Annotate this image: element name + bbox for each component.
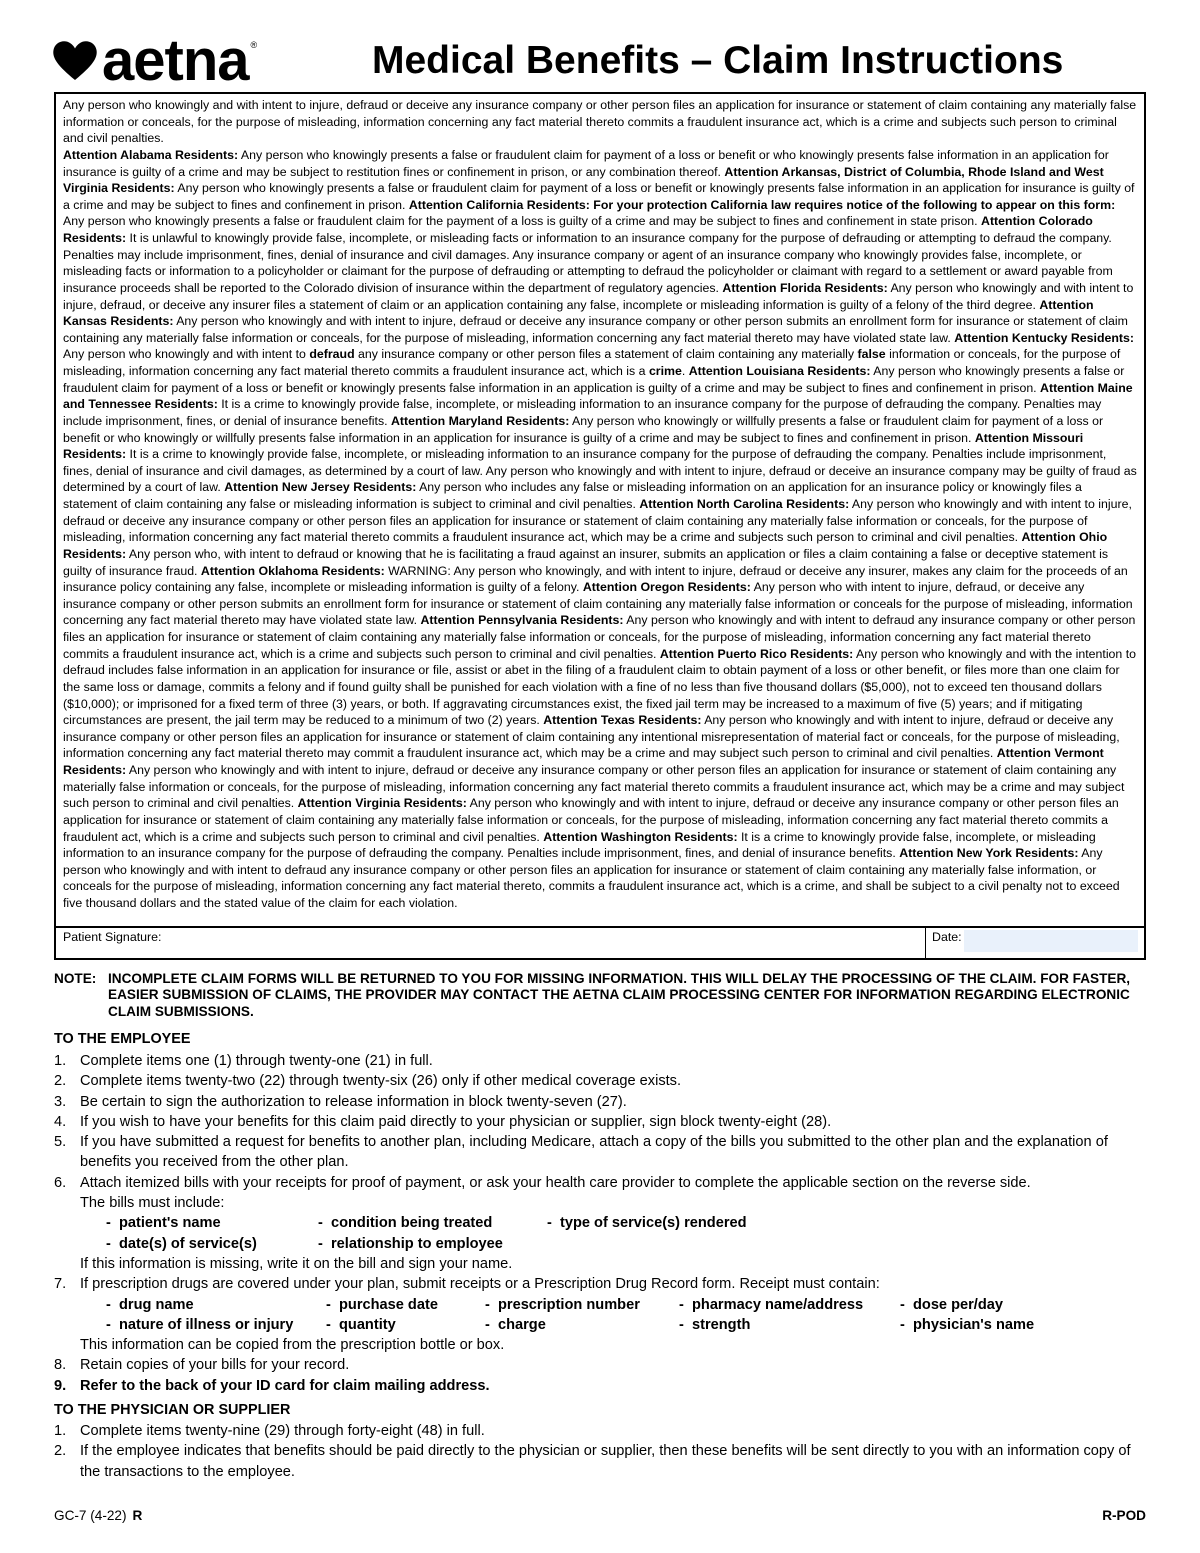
state-attention-label: Attention Louisiana Residents:	[688, 364, 871, 378]
state-attention-label: Attention Oklahoma Residents:	[200, 563, 385, 578]
date-cell	[925, 928, 1144, 958]
list-item: 9. Refer to the back of your ID card for claim mailing address.	[54, 1377, 490, 1394]
notice-text-run: Any person who knowingly and with intent to defraud any insurance company or other person files an application for insurance or statement of claim containing any materially false information or conceals, for the purpose of misleading, information concerning any fact material thereto commits a fraudulent insurance act, which is a crime and subjects such person to criminal and civil penalties.	[63, 613, 1136, 661]
notice-text-run: Any person who knowingly and with intent to	[63, 347, 310, 362]
notice-text-run: It is a crime to knowingly provide false, incomplete, or misleading information to an insurance company for the purpose of defrauding the company. Penalties include imprisonment, fines, denial of insurance and civil damages, as determined by a court of law. Any person who knowingly and with intent to injure, defraud or deceive an insurance company may be guilty of fraud as determined by a court of law.	[63, 447, 1137, 495]
rx-item: - quantity	[326, 1315, 485, 1335]
date-label: Date:	[932, 930, 962, 944]
state-attention-label: Attention Maine and Tennessee Residents:	[63, 380, 1133, 412]
state-attention-label: Attention Washington Residents:	[543, 829, 738, 844]
physician-heading: TO THE PHYSICIAN OR SUPPLIER	[54, 1402, 291, 1418]
rx-after: This information can be copied from the prescription bottle or box.	[80, 1337, 505, 1354]
rx-item: - prescription number	[485, 1295, 679, 1315]
note-block	[54, 971, 1148, 1020]
list-item: 5. If you have submitted a request for benefits to another plan, including Medicare, attach a copy of the bills you submitted to the other plan and the explanation of benefits you received from the other plan.	[54, 1134, 1108, 1171]
state-attention-label: Attention North Carolina Residents:	[639, 497, 850, 511]
form-code-text: GC-7 (4-22)	[54, 1508, 127, 1523]
list-item: 4. If you wish to have your benefits for this claim paid directly to your physician or supplier, sign block twenty-eight (28).	[54, 1113, 832, 1130]
logo-text: aetna	[102, 28, 249, 93]
patient-signature-label: Patient Signature:	[63, 930, 162, 944]
state-attention-label: Attention Colorado Residents:	[63, 214, 1093, 245]
list-item: 2. Complete items twenty-two (22) through twenty-six (26) only if other medical coverage exists.	[54, 1073, 682, 1090]
notice-text-run: Any person who knowingly presents a false or fraudulent claim for payment of a loss or benefit or who knowingly presents false information in an application for insurance is guilty of a crime and may be subject to restitution fines or confinement in prison, or any combination thereof.	[63, 147, 1109, 179]
form-code-suffix: R	[132, 1508, 143, 1523]
rx-item: - purchase date	[326, 1295, 485, 1315]
bill-item: - type of service(s) rendered	[547, 1213, 847, 1233]
notice-text-run: It is unlawful to knowingly provide false, incomplete, or misleading facts or information to an insurance company for the purpose of defrauding or attempting to defraud the company. Penalties may include imprisonment, fines, denial of insurance and civil damages. Any insurance company or agent of an insurance company who knowingly provides false, incomplete, or misleading facts or information to a policyholder or claimant for the purpose of defrauding or attempting to defraud the policyholder or claimant with regard to a settlement or award payable from insurance proceeds shall be reported to the Colorado division of insurance within the department of regulatory agencies.	[63, 231, 1113, 295]
fraud-notice-box	[54, 92, 1146, 960]
list-item: 8. Retain copies of your bills for your record.	[54, 1357, 350, 1374]
bill-item: - condition being treated	[318, 1213, 547, 1233]
rx-item: - physician's name	[900, 1315, 1140, 1335]
registered-mark: ®	[250, 40, 258, 50]
state-attention-label: Attention Missouri Residents:	[63, 430, 1084, 462]
notice-text-run: Any person who knowingly and with intent to injure, defraud or deceive any insurance company or other person files an application for insurance or statement of claim containing any materially false information or conceals, for the purpose of misleading, information concerning any fact material thereto commits a fraudulent insurance act, which may be a crime and subjects such person to criminal and civil penalties.	[63, 497, 1132, 545]
state-attention-label: Attention Arkansas, District of Columbia, Rhode Island and West Virginia Residents:	[63, 164, 1104, 196]
note-text: INCOMPLETE CLAIM FORMS WILL BE RETURNED TO YOU FOR MISSING INFORMATION. THIS WILL DELAY THE PROCESSING OF THE CLAIM. FOR FASTER, EASIER SUBMISSION OF CLAIMS, THE PROVIDER MAY CONTACT THE AETNA CLAIM PROCESSING CENTER FOR INFORMATION REGARDING ELECTRONIC CLAIM SUBMISSIONS.	[108, 971, 1131, 1019]
notice-text-run: any insurance company or other person files a statement of claim containing any materially	[354, 347, 858, 362]
bill-item: - patient's name	[106, 1213, 318, 1233]
state-attention-label: Attention Maryland Residents:	[390, 413, 570, 428]
state-attention-label: defraud	[309, 347, 355, 362]
aetna-logo	[52, 28, 258, 93]
rx-item: - charge	[485, 1315, 679, 1335]
state-attention-label: crime	[648, 364, 682, 378]
notice-text-run: Any person who knowingly and with intent to injure, defraud or deceive any insurance company or other person submits an enrollment form for insurance or statement of claim containing any materially false information or conceals, for the purpose of misleading, information concerning any fact material thereto may have violated state law.	[63, 314, 1128, 345]
state-attention-label: Attention Texas Residents:	[543, 713, 702, 728]
list-item: 6. Attach itemized bills with your receipts for proof of payment, or ask your health care provider to complete the applicable section on the reverse side.	[54, 1174, 1031, 1191]
list-item: 7. If prescription drugs are covered under your plan, submit receipts or a Prescription Drug Record form. Receipt must contain:	[54, 1276, 880, 1293]
notice-text-run: Any person who includes any false or misleading information on an application for an insurance policy or knowingly files a statement of claim containing any false or misleading information is subject to criminal and civil penalties.	[63, 480, 1082, 511]
notice-text-run: Any person who knowingly and with intent to injure, defraud or deceive any insurance company or other person files an application for insurance or statement of claim containing any materially false information or conceals, for the purpose of misleading, information concerning any fact material thereto commits a fraudulent act, which is a crime and subjects such person to criminal and civil penalties.	[63, 796, 1119, 844]
state-attention-label: Attention Virginia Residents:	[297, 796, 467, 811]
date-input[interactable]	[964, 930, 1138, 952]
state-attention-label: Attention New York Residents:	[899, 846, 1079, 861]
notice-text-run: Any person who knowingly and with the intention to defraud includes false information in an application for insurance or file, assist or abet in the filing of a fraudulent claim to obtain payment of a loss or other benefit, or files more than one claim for the same loss or damage, commits a felony and if found guilty shall be punished for each violation with a fine of no less than five thousand dollars ($5,000), not to exceed ten thousand dollars ($10,000); or imprisoned for a fixed term of three (3) years, or both. If aggravating circumstances exist, the fixed jail term may be increased to a maximum of five (5) years; and if mitigating circumstances are present, the jail term may be reduced to a minimum of two (2) years.	[63, 646, 1137, 728]
state-attention-label: Attention Pennsylvania Residents:	[420, 613, 624, 628]
list-item: 1. Complete items twenty-nine (29) through forty-eight (48) in full.	[54, 1423, 485, 1439]
state-attention-label: Attention Kentucky Residents:	[954, 330, 1134, 345]
state-attention-label: Attention New Jersey Residents:	[224, 480, 417, 495]
notice-text-run: Any person who, with intent to defraud or knowing that he is facilitating a fraud against an insurer, submits an application or files a claim containing a false or deceptive statement is guilty of insurance fraud.	[63, 546, 1108, 578]
note-lead: NOTE:	[54, 971, 97, 986]
signature-row	[56, 926, 1144, 958]
notice-text-run: Any person who knowingly and with intent to injure, defraud or deceive any insurance company or other person files an application for insurance or statement of claim containing any materially false information or conceals, for the purpose of misleading, information concerning any fact material thereto commits a fraudulent insurance act, which is a crime and subjects such person to criminal and civil penalties.	[63, 98, 1137, 146]
physician-instructions	[54, 1421, 1148, 1482]
notice-text-run: information or conceals, for the purpose of misleading, information concerning any fact material thereto commits a fraudulent insurance act, which is a	[63, 347, 1121, 378]
notice-text-run: Any person who knowingly and with intent to defraud any insurance company or other person files an application for insurance or statement of claim containing any materially false information, or conceals for the purpose of misleading, information concerning any fact material thereto, commits a fraudulent insurance act, which is a crime, and shall be subject to a civil penalty not to exceed five thousand dollars and the stated value of the claim for each violation.	[63, 846, 1120, 910]
notice-text-run: Any person who with intent to injure, defraud, or deceive any insurance company or other person submits an enrollment form for insurance or statement of claim containing any materially false information or conceals for the purpose of misleading, information concerning any fact material thereto may have violated state law.	[63, 580, 1133, 628]
notice-text-run: Any person who knowingly presents a false or fraudulent claim for payment of a loss or benefit or knowingly presents false information in an application is guilty of a crime and may be subject to fines and confinement in prison.	[63, 364, 1125, 395]
notice-text-run: Any person who knowingly presents a false or fraudulent claim for payment of a loss or benefit or knowingly presents false information in an application for insurance is guilty of a crime and may be subject to fines and confinement in prison.	[63, 181, 1135, 212]
notice-text-run: Any person who knowingly and with intent to injure, defraud or deceive any insurance company or other person files an application for insurance or statement of claim containing any materially false information or conceals, for the purpose of misleading, information concerning any fact material thereto commits a fraudulent insurance act, which may be a crime and may subject such person to criminal and civil penalties.	[63, 763, 1125, 811]
list-item: 2. If the employee indicates that benefits should be paid directly to the physician or supplier, then these benefits will be sent directly to you with an information copy of the transactions to the employee.	[54, 1443, 1131, 1480]
heart-icon	[52, 38, 98, 84]
rx-item: - dose per/day	[900, 1295, 1140, 1315]
notice-text-run: Any person who knowingly presents a false or fraudulent claim for the payment of a loss is guilty of a crime and may be subject to fines and confinement in state prison.	[63, 214, 982, 229]
rx-item: - strength	[679, 1315, 900, 1335]
patient-signature-field[interactable]	[56, 928, 925, 958]
rx-item: - pharmacy name/address	[679, 1295, 900, 1315]
notice-text-run: Any person who knowingly and with intent to injure, defraud or deceive any insurance company or other person files an application for insurance or statement of claim containing any intentional misrepresentation of material fact or conceals, for the purpose of misleading, information concerning any fact material thereto may commit a fraudulent insurance act, which may be a crime and may subject such person to criminal and civil penalties.	[63, 713, 1120, 761]
notice-text-run: WARNING: Any person who knowingly, and with intent to injure, defraud or deceive any insurer, makes any claim for the proceeds of an insurance policy containing any false, incomplete or misleading information is guilty of a felony.	[63, 563, 1128, 595]
bills-required-list	[54, 1213, 1148, 1254]
state-attention-label: Attention Ohio Residents:	[63, 530, 1108, 561]
employee-heading: TO THE EMPLOYEE	[54, 1031, 191, 1047]
state-attention-label: Attention Florida Residents:	[722, 280, 888, 295]
list-item: 3. Be certain to sign the authorization to release information in block twenty-seven (27).	[54, 1093, 627, 1110]
bills-intro: The bills must include:	[80, 1195, 225, 1212]
rx-item: - nature of illness or injury	[106, 1315, 326, 1335]
state-attention-label: false	[857, 347, 886, 362]
state-attention-label: Attention Vermont Residents:	[63, 746, 1104, 777]
bills-after: If this information is missing, write it on the bill and sign your name.	[80, 1255, 513, 1272]
bill-item: - date(s) of service(s)	[106, 1234, 318, 1254]
fraud-notice-text	[56, 94, 1144, 930]
rx-item: - drug name	[106, 1295, 326, 1315]
state-attention-label: Attention California Residents: For your protection California law requires notice of the following to appear on this form:	[408, 197, 1116, 212]
footer-right-code: R-POD	[1102, 1508, 1146, 1523]
state-attention-label: Attention Kansas Residents:	[63, 297, 1094, 329]
state-attention-label: Attention Oregon Residents:	[582, 580, 751, 595]
notice-text-run: It is a crime to knowingly provide false, incomplete, or misleading information to an insurance company for the purpose of defrauding the company. Penalties include imprisonment, fines, and denial of insurance benefits.	[63, 829, 1096, 861]
state-attention-label: Attention Alabama Residents:	[63, 147, 239, 162]
page-title: Medical Benefits – Claim Instructions	[372, 39, 1064, 82]
list-item: 1. Complete items one (1) through twenty-one (21) in full.	[54, 1053, 433, 1069]
notice-text-run: .	[681, 364, 689, 378]
notice-text-run: Any person who knowingly and with intent to injure, defraud, or deceive any insurer files a statement of claim or an application containing any false, incomplete or misleading information is guilty of a felony of the third degree.	[63, 280, 1134, 312]
form-code	[54, 1508, 142, 1523]
notice-text-run: It is a crime to knowingly provide false, incomplete, or misleading information to an insurance company for the purpose of defrauding the company. Penalties may include imprisonment, fines, or denial of insurance benefits.	[63, 397, 1102, 428]
bill-item: - relationship to employee	[318, 1234, 547, 1254]
rx-required-list	[54, 1295, 1148, 1336]
employee-instructions	[54, 1051, 1148, 1396]
notice-text-run: Any person who knowingly or willfully presents a false or fraudulent claim for payment of a loss or benefit or who knowingly or willfully presents false information in an application for insurance is guilty of a crime and may be subject to fines and confinement in prison.	[63, 413, 1104, 445]
state-attention-label: Attention Puerto Rico Residents:	[659, 646, 854, 661]
